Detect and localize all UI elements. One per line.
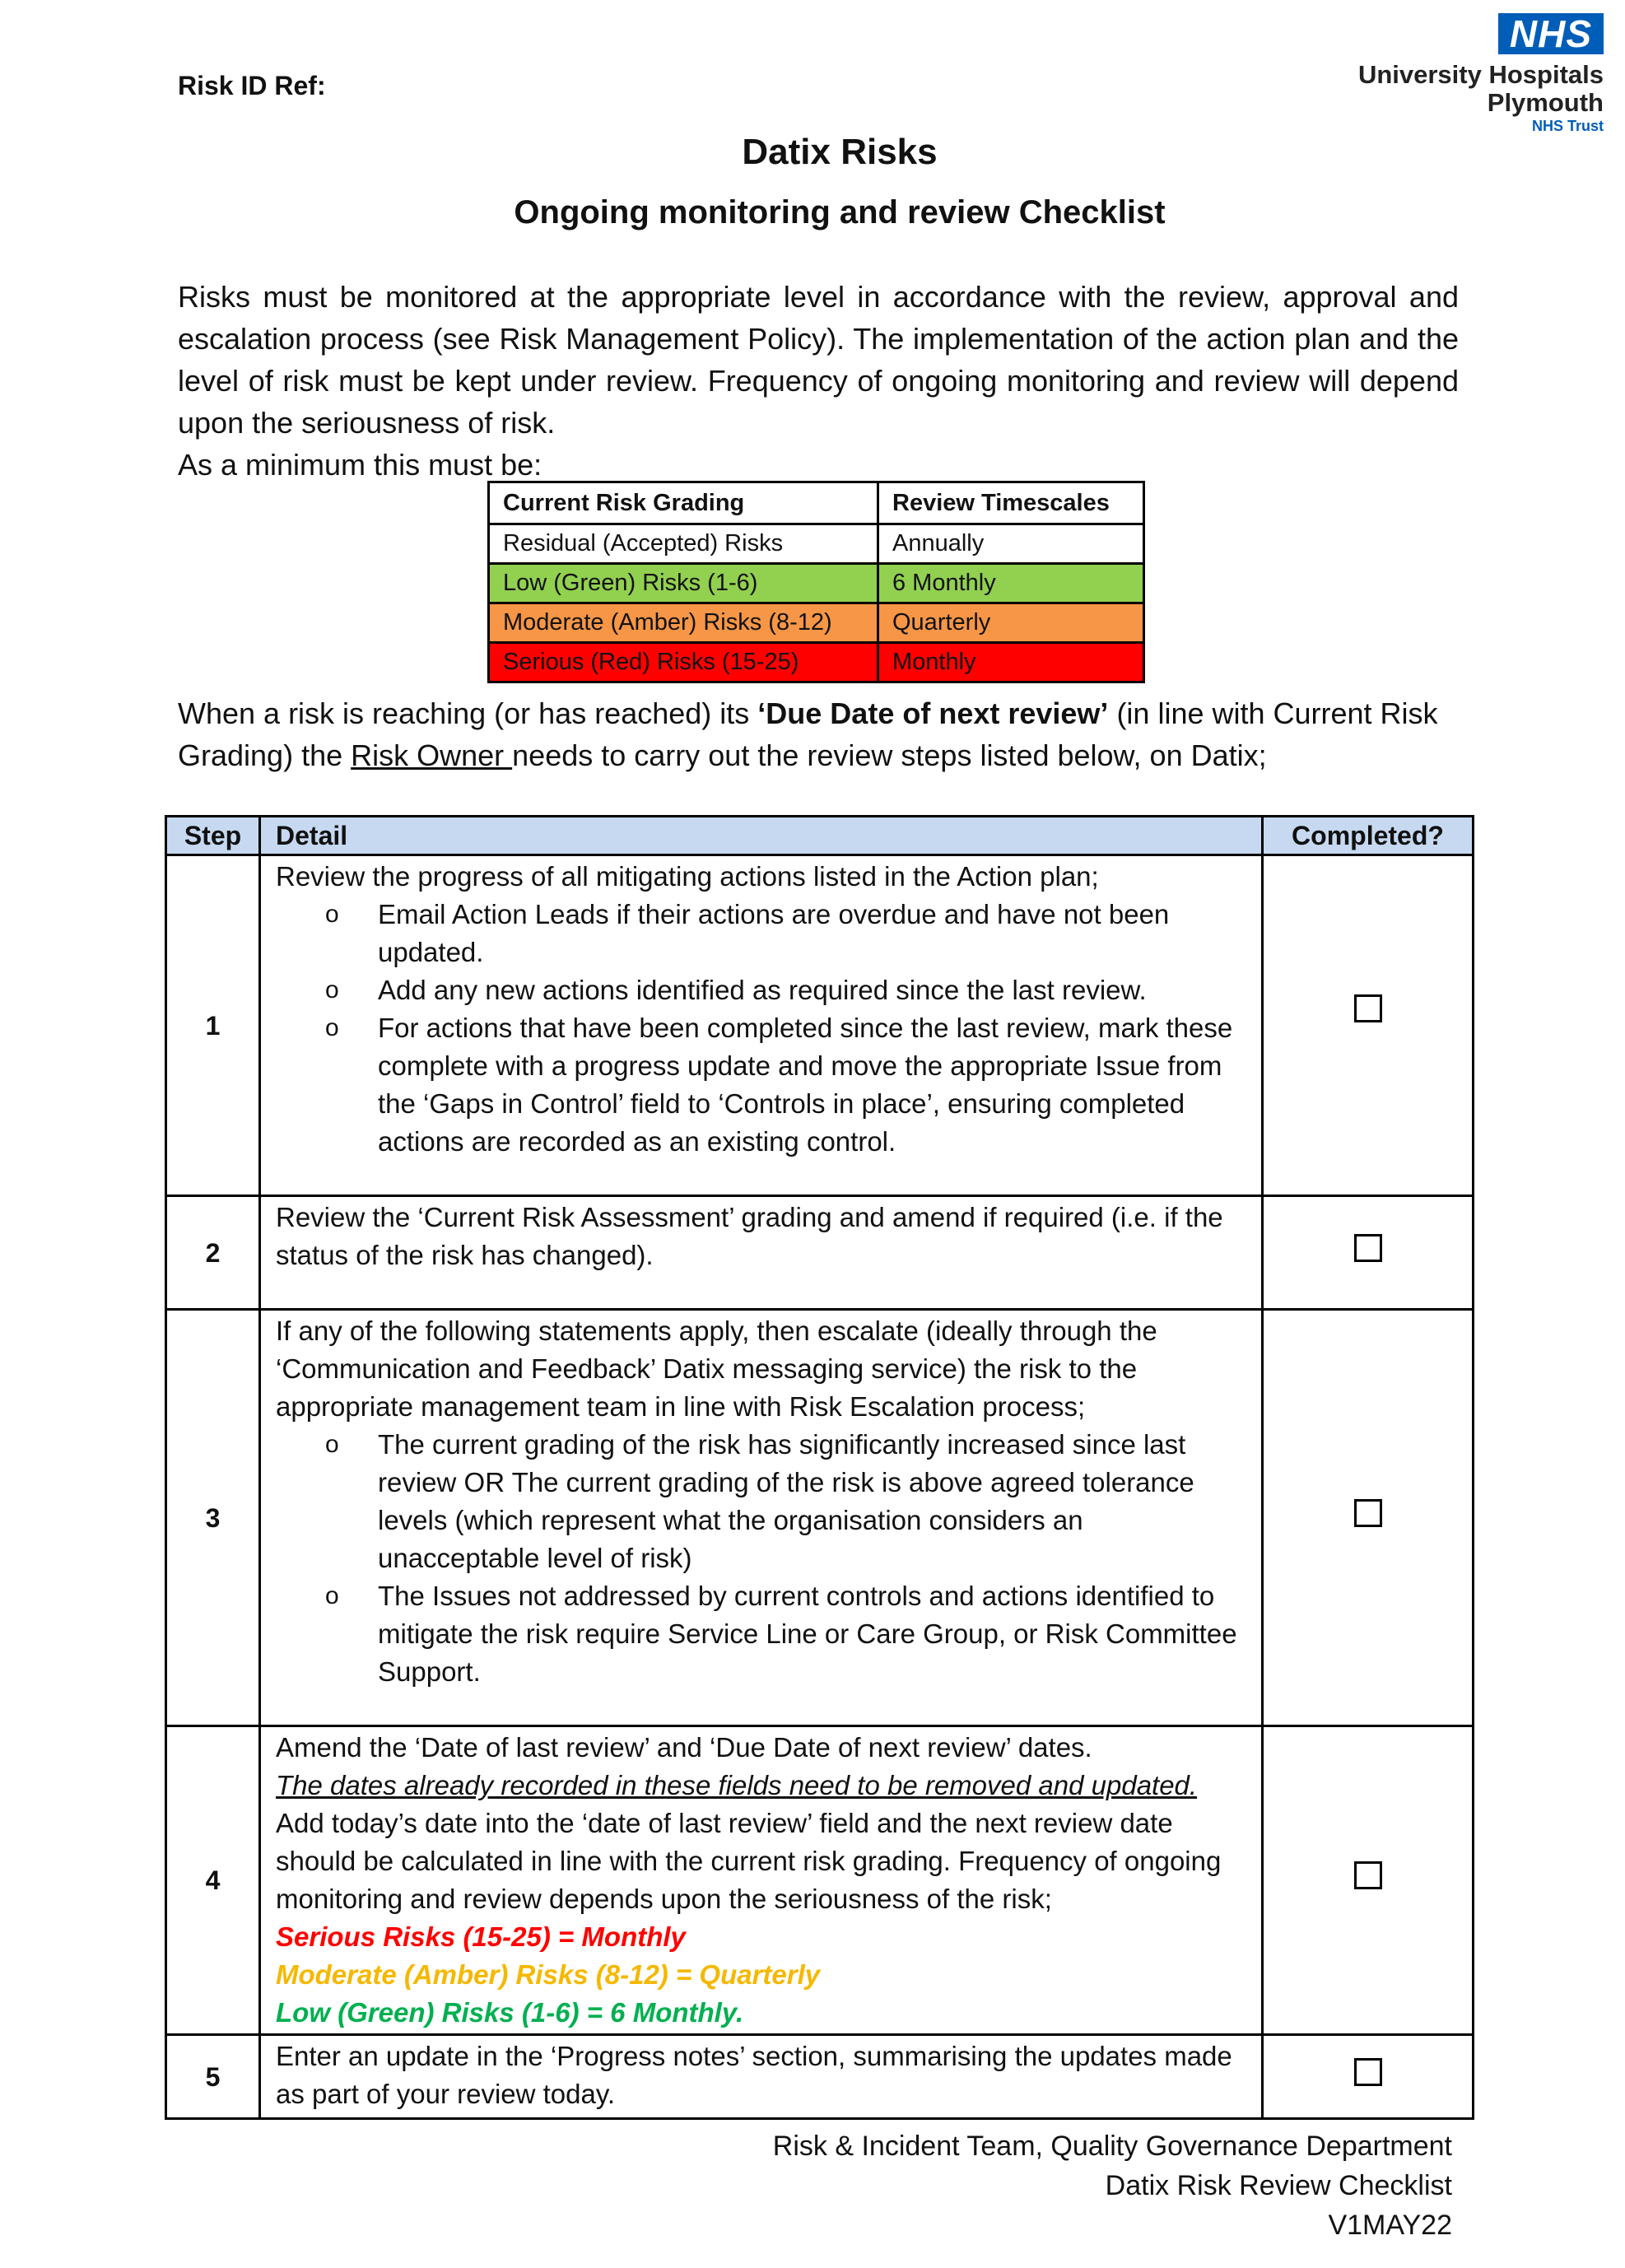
step-detail xyxy=(260,1726,1263,2035)
step-bullets xyxy=(276,1426,1241,1691)
completed-checkbox[interactable] xyxy=(1354,994,1382,1022)
step-intro: Review the progress of all mitigating actions listed in the Action plan; xyxy=(276,861,1099,892)
header-completed: Completed? xyxy=(1263,817,1474,855)
step-number: 3 xyxy=(166,1310,260,1726)
step-detail: Enter an update in the ‘Progress notes’ section, summarising the updates made as part of your review today. xyxy=(260,2035,1263,2119)
step-detail: Review the ‘Current Risk Assessment’ grading and amend if required (i.e. if the status of the risk has changed). xyxy=(260,1196,1263,1310)
timescale-cell: 6 Monthly xyxy=(878,564,1144,603)
due-text-before: When a risk is reaching (or has reached) its xyxy=(178,696,758,730)
grading-row-residual xyxy=(489,524,1144,564)
intro-paragraph: Risks must be monitored at the appropriate level in accordance with the review, approval and escalation process (see Risk Management Policy). The implementation of the action plan and the level of risk must be kept under review. Frequency of ongoing monitoring and review will depend upon the seriousness of risk. xyxy=(178,280,1459,440)
grading-header-timescale: Review Timescales xyxy=(878,482,1144,524)
grading-row-moderate xyxy=(489,603,1144,643)
bullet-item: o Email Action Leads if their actions are overdue and have not been updated. xyxy=(378,896,1241,971)
grading-cell: Moderate (Amber) Risks (8-12) xyxy=(489,603,878,643)
logo-org-line1: University Hospitals xyxy=(1357,60,1604,89)
minimum-label: As a minimum this must be: xyxy=(178,448,542,482)
completed-checkbox[interactable] xyxy=(1354,1861,1382,1889)
step-number: 1 xyxy=(166,855,260,1196)
completed-cell xyxy=(1263,2035,1474,2119)
step-bullets xyxy=(276,896,1241,1161)
due-text-after: needs to carry out the review steps listed below, on Datix; xyxy=(512,738,1267,772)
logo-trust: NHS Trust xyxy=(1531,118,1604,134)
step-line: Add today’s date into the ‘date of last review’ field and the next review date should be calculated in line with the current risk grading. Frequency of ongoing monitoring and review depends upon the seriousness of the risk; xyxy=(276,1808,1222,1914)
bullet-item: o For actions that have been completed since the last review, mark these complete with a progress update and move the appropriate Issue from the ‘Gaps in Control’ field to ‘Controls in place’, ensuring completed actions are recorded as an existing control. xyxy=(378,1009,1241,1161)
grading-cell: Residual (Accepted) Risks xyxy=(489,524,878,564)
bullet-item: o Add any new actions identified as required since the last review. xyxy=(378,971,1241,1009)
step-detail xyxy=(260,855,1263,1196)
step-number: 2 xyxy=(166,1196,260,1310)
timescale-cell: Quarterly xyxy=(878,603,1144,643)
due-text-bold: ‘Due Date of next review’ xyxy=(757,696,1109,730)
completed-checkbox[interactable] xyxy=(1354,2058,1382,2086)
checklist-row-step-5 xyxy=(166,2035,1474,2119)
nhs-logo xyxy=(1357,13,1604,137)
due-date-paragraph xyxy=(178,692,1459,776)
step-emphasis-line: The dates already recorded in these fields need to be removed and updated. xyxy=(276,1770,1198,1800)
risk-grading-table xyxy=(487,481,1145,683)
low-risk-frequency: Low (Green) Risks (1-6) = 6 Monthly. xyxy=(276,1997,744,2028)
grading-header-grading: Current Risk Grading xyxy=(489,482,878,524)
step-line: Amend the ‘Date of last review’ and ‘Due Date of next review’ dates. xyxy=(276,1732,1092,1763)
header-detail: Detail xyxy=(260,817,1263,855)
checklist-row-step-3 xyxy=(166,1310,1474,1726)
bullet-item: o The current grading of the risk has significantly increased since last review OR The current grading of the risk is above agreed tolerance levels (which represent what the organisation considers an unacceptable level of risk) xyxy=(378,1426,1241,1577)
grading-cell: Serious (Red) Risks (15-25) xyxy=(489,643,878,682)
completed-cell xyxy=(1263,1726,1474,2035)
completed-cell xyxy=(1263,855,1474,1196)
grading-row-low xyxy=(489,564,1144,603)
checklist-row-step-4 xyxy=(166,1726,1474,2035)
bullet-item: o The Issues not addressed by current controls and actions identified to mitigate the risk require Service Line or Care Group, or Risk Committee Support. xyxy=(378,1577,1241,1691)
checklist-row-step-2 xyxy=(166,1196,1474,1310)
footer-document-name: Datix Risk Review Checklist xyxy=(1105,2170,1452,2201)
serious-risk-frequency: Serious Risks (15-25) = Monthly xyxy=(276,1921,686,1952)
completed-cell xyxy=(1263,1310,1474,1726)
completed-checkbox[interactable] xyxy=(1354,1499,1382,1527)
nhs-badge: NHS xyxy=(1498,13,1604,54)
checklist-row-step-1 xyxy=(166,855,1474,1196)
risk-id-label: Risk ID Ref: xyxy=(178,71,326,100)
footer-department: Risk & Incident Team, Quality Governance Department xyxy=(772,2131,1452,2162)
risk-owner-text: Risk Owner xyxy=(351,738,513,772)
moderate-risk-frequency: Moderate (Amber) Risks (8-12) = Quarterly xyxy=(276,1959,821,1990)
grading-header-row xyxy=(489,482,1144,524)
checklist-header-row xyxy=(166,817,1474,855)
grading-row-serious xyxy=(489,643,1144,682)
completed-cell xyxy=(1263,1196,1474,1310)
page-title: Datix Risks xyxy=(742,132,938,172)
page-subtitle: Ongoing monitoring and review Checklist xyxy=(514,194,1166,231)
step-number: 5 xyxy=(166,2035,260,2119)
step-number: 4 xyxy=(166,1726,260,2035)
step-detail xyxy=(260,1310,1263,1726)
due-text-middle: (in line with Current Risk Grading) the xyxy=(178,696,1438,772)
header-step: Step xyxy=(166,817,260,855)
step-intro: If any of the following statements apply, then escalate (ideally through the ‘Communication and Feedback’ Datix messaging service) the risk to the appropriate management team in line with Risk Escalation process; xyxy=(276,1316,1157,1422)
footer-version: V1MAY22 xyxy=(1328,2210,1452,2241)
timescale-cell: Monthly xyxy=(878,643,1144,682)
timescale-cell: Annually xyxy=(878,524,1144,564)
completed-checkbox[interactable] xyxy=(1354,1234,1382,1262)
grading-cell: Low (Green) Risks (1-6) xyxy=(489,564,878,603)
logo-org-line2: Plymouth xyxy=(1487,88,1604,117)
review-checklist-table xyxy=(165,815,1474,2120)
